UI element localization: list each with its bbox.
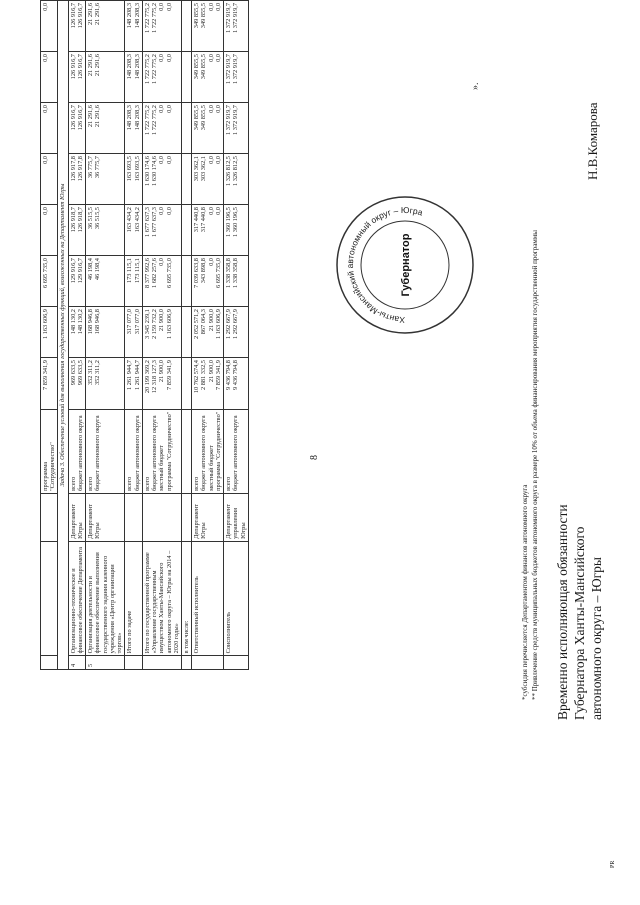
funding-source-cell [181, 409, 191, 493]
amount-cell [224, 154, 249, 205]
amount-value: 1 360 196,5 [225, 207, 233, 237]
table-row [68, 1, 85, 670]
amount-value: 0,0 [158, 54, 166, 62]
amount-value: 8 377 992,6 [143, 258, 151, 288]
table-row [192, 1, 224, 670]
amount-value: 129 916,7 [69, 258, 77, 284]
amount-value: 0,0 [165, 105, 173, 113]
amount-value: 36 515,5 [94, 207, 102, 230]
amount-cell [142, 205, 181, 256]
amount-cell [68, 52, 85, 103]
amount-cell [181, 1, 191, 52]
funding-source-cell [224, 409, 249, 493]
amount-value: 7 859 341,9 [214, 360, 222, 390]
amount-value: 1 163 606,9 [165, 309, 173, 339]
amount-value: 148 208,3 [133, 3, 141, 29]
amount-cell [142, 256, 181, 307]
table-row [125, 1, 142, 670]
amount-cell [41, 307, 58, 358]
amount-value: 1 677 637,3 [143, 207, 151, 237]
amount-value: 349 855,5 [193, 105, 201, 131]
amount-value: 173 115,1 [133, 258, 141, 284]
amount-value: 163 434,2 [133, 207, 141, 233]
amount-value: 126 916,7 [76, 105, 84, 131]
amount-value: 7 859 341,9 [42, 360, 49, 390]
amount-cell [86, 307, 125, 358]
amount-cell [192, 307, 224, 358]
amount-value: 1 163 606,9 [214, 309, 222, 339]
amount-value: 0,0 [42, 54, 49, 62]
amount-value: 1 292 667,9 [232, 309, 240, 339]
amount-value: 163 434,2 [126, 207, 134, 233]
amount-value: 969 633,5 [76, 360, 84, 386]
table-row [41, 1, 58, 670]
row-number-cell [192, 656, 224, 670]
amount-value: 0,0 [42, 105, 49, 113]
amount-value: 1 372 919,7 [232, 3, 240, 33]
amount-value: 3 345 239,1 [143, 309, 151, 339]
table-row [86, 1, 125, 670]
amount-cell [224, 256, 249, 307]
amount-value: 6 695 735,0 [42, 258, 49, 288]
amount-cell [224, 307, 249, 358]
amount-value: 317 440,8 [200, 207, 208, 233]
funding-source-line: местный бюджет [158, 445, 166, 491]
amount-cell [86, 256, 125, 307]
amount-value: 126 917,8 [69, 156, 77, 182]
amount-value: 1 372 919,7 [232, 105, 240, 135]
funding-source-cell [68, 409, 85, 493]
amount-value: 0,0 [165, 207, 173, 215]
amount-cell [125, 103, 142, 154]
table-row [224, 1, 249, 670]
amount-value: 1 326 812,5 [232, 156, 240, 186]
amount-value: 0,0 [42, 156, 49, 164]
funding-source-line: всего [126, 476, 134, 491]
amount-cell [181, 256, 191, 307]
amount-value: 9 436 794,8 [225, 360, 233, 390]
funding-source-line: бюджет автономного округа [200, 415, 208, 491]
executor-cell: Департамент Югры [68, 493, 85, 541]
amount-cell [192, 205, 224, 256]
amount-value: 21 291,6 [94, 105, 102, 128]
amount-cell [86, 1, 125, 52]
amount-cell [68, 154, 85, 205]
signatory-title-line-1: Временно исполняющая обязанности [555, 504, 570, 720]
amount-cell [41, 205, 58, 256]
funding-source-line: бюджет автономного округа [232, 415, 240, 491]
amount-cell [224, 358, 249, 410]
official-seal [330, 190, 480, 340]
amount-value: 1 292 667,9 [225, 309, 233, 339]
amount-value: 1 372 919,7 [225, 54, 233, 84]
amount-value: 10 762 574,4 [193, 360, 201, 394]
amount-cell [224, 52, 249, 103]
measure-name-cell: Итого по задаче [125, 541, 142, 655]
amount-value: 129 916,7 [76, 258, 84, 284]
amount-value: 0,0 [165, 54, 173, 62]
amount-cell [142, 1, 181, 52]
amount-value: 0,0 [158, 105, 166, 113]
amount-value: 1 326 812,5 [225, 156, 233, 186]
amount-cell [86, 154, 125, 205]
amount-value: 0,0 [214, 156, 222, 164]
funding-source-cell [125, 409, 142, 493]
amount-value: 148 208,3 [126, 54, 134, 80]
measure-name-cell: Организационно-техническое и финансовое обеспечение Департамента [68, 541, 85, 655]
footnotes [520, 230, 540, 700]
amount-value: 7 039 633,8 [193, 258, 201, 288]
amount-value: 148 130,2 [69, 309, 77, 335]
amount-cell [125, 256, 142, 307]
amount-value: 7 859 341,9 [165, 360, 173, 390]
amount-cell [86, 205, 125, 256]
amount-value: 1 722 775,2 [151, 3, 159, 33]
amount-cell [224, 1, 249, 52]
amount-cell [68, 1, 85, 52]
footnote-2: ** Привлечение средств муниципальных бюджетов автономного округа в размере 10% от объема финансирования мероприятия государственной программы [531, 230, 540, 700]
funding-source-line: бюджет автономного округа [94, 415, 102, 491]
table-row [181, 1, 191, 670]
amount-value: 317 440,8 [193, 207, 201, 233]
executor-cell: Департамент управления Югры [224, 493, 249, 541]
amount-cell [192, 103, 224, 154]
amount-value: 21 291,6 [94, 3, 102, 26]
amount-value: 1 261 944,7 [133, 360, 141, 390]
funding-source-line: бюджет автономного округа [133, 415, 141, 491]
amount-cell [68, 103, 85, 154]
amount-value: 163 693,5 [133, 156, 141, 182]
amount-value: 0,0 [207, 105, 215, 113]
amount-value: 0,0 [214, 105, 222, 113]
task-header-cell: Задача 3. Обеспечение условий для выполнения государственных функций, возложенных на Департамент Югры [58, 1, 68, 670]
amount-value: 349 855,5 [193, 3, 201, 29]
amount-value: 148 208,3 [126, 3, 134, 29]
amount-value: 21 900,0 [207, 360, 215, 383]
measure-name-cell: Ответственный исполнитель [192, 541, 224, 655]
amount-cell [142, 103, 181, 154]
amount-value: 1 722 775,2 [143, 3, 151, 33]
amount-cell [181, 52, 191, 103]
funding-source-line: бюджет автономного округа [151, 415, 159, 491]
amount-value: 1 630 174,6 [143, 156, 151, 186]
signatory-title-line-3: автономного округа – Югры [588, 557, 604, 720]
amount-value: 0,0 [158, 156, 166, 164]
funding-source-cell [41, 409, 58, 493]
amount-value: 0,0 [214, 3, 222, 11]
amount-cell [192, 1, 224, 52]
executor-cell: Департамент Югры [192, 493, 224, 541]
signatory-title [555, 504, 606, 720]
amount-value: 349 855,5 [200, 105, 208, 131]
amount-value: 2 052 571,2 [193, 309, 201, 339]
amount-value: 0,0 [158, 3, 166, 11]
row-number-cell [142, 656, 181, 670]
amount-value: 2 881 332,5 [200, 360, 208, 390]
amount-value: 0,0 [158, 258, 166, 266]
amount-value: 867 064,3 [200, 309, 208, 335]
amount-value: 12 318 127,3 [151, 360, 159, 394]
amount-value: 0,0 [207, 54, 215, 62]
amount-cell [181, 103, 191, 154]
amount-value: 6 695 735,0 [214, 258, 222, 288]
amount-value: 21 900,0 [158, 360, 166, 383]
funding-source-line: программа [42, 461, 49, 491]
amount-value: 349 855,5 [200, 54, 208, 80]
amount-cell [125, 1, 142, 52]
table-row [142, 1, 181, 670]
amount-value: 2 159 732,2 [151, 309, 159, 339]
row-number-cell [125, 656, 142, 670]
footnote-1: *субсидия перечисляется Департаментом финансов автономного округа [521, 484, 529, 700]
amount-cell [41, 358, 58, 410]
amount-value: 148 208,3 [133, 54, 141, 80]
amount-value: 46 198,4 [94, 258, 102, 281]
amount-value: 0,0 [207, 156, 215, 164]
amount-cell [142, 52, 181, 103]
amount-value: 1 163 606,9 [42, 309, 49, 339]
amount-value: 349 855,5 [200, 3, 208, 29]
amount-value: 168 946,8 [87, 309, 95, 335]
table-row [58, 1, 68, 670]
amount-value: 148 208,3 [126, 105, 134, 131]
row-number-cell: 4 [68, 656, 85, 670]
measure-name-cell [41, 541, 58, 655]
amount-cell [181, 154, 191, 205]
amount-value: 0,0 [207, 258, 215, 266]
amount-cell [68, 256, 85, 307]
row-number-cell [41, 656, 58, 670]
amount-value: 343 898,8 [200, 258, 208, 284]
signatory-title-line-2: Губернатора Ханты-Мансийского [571, 526, 587, 720]
amount-value: 126 917,8 [76, 156, 84, 182]
amount-value: 9 436 794,8 [232, 360, 240, 390]
amount-value: 21 900,0 [158, 309, 166, 332]
amount-value: 163 693,5 [126, 156, 134, 182]
measure-name-cell: в том числе: [181, 541, 191, 655]
measure-name-cell: Организация деятельности и финансовое обеспечение выполнения государственного задания казенного учреждения «Центр организации торгов» [86, 541, 125, 655]
closing-mark: ». [470, 82, 481, 90]
amount-value: 1 360 196,5 [232, 207, 240, 237]
amount-value: 1 338 358,8 [232, 258, 240, 288]
amount-cell [181, 358, 191, 410]
amount-value: 0,0 [207, 207, 215, 215]
amount-value: 46 198,4 [87, 258, 95, 281]
amount-value: 1 722 775,2 [151, 105, 159, 135]
funding-source-line: всего [87, 476, 95, 491]
amount-value: 352 311,2 [87, 360, 95, 386]
amount-value: 317 077,0 [126, 309, 134, 335]
amount-value: 126 916,7 [69, 54, 77, 80]
funding-source-line: "Сотрудничество" [49, 442, 57, 491]
amount-value: 303 362,1 [193, 156, 201, 182]
funding-source-line: программа "Сотрудничество" [214, 411, 222, 491]
amount-value: 1 630 174,6 [151, 156, 159, 186]
amount-cell [86, 103, 125, 154]
amount-value: 0,0 [214, 207, 222, 215]
amount-value: 21 291,6 [87, 54, 95, 77]
amount-value: 0,0 [158, 207, 166, 215]
amount-cell [68, 307, 85, 358]
amount-value: 126 916,7 [69, 3, 77, 29]
measure-name-cell: Итого по государственной программе «Управление государственным имуществом Ханты-Мансийского автономного округа – Югры на 2014 – 2020 годы» [142, 541, 181, 655]
amount-cell [41, 103, 58, 154]
funding-source-cell [192, 409, 224, 493]
amount-cell [125, 307, 142, 358]
amount-cell [125, 52, 142, 103]
amount-value: 1 722 775,2 [143, 105, 151, 135]
amount-cell [192, 256, 224, 307]
page-number: 8 [309, 455, 320, 460]
amount-cell [41, 52, 58, 103]
amount-value: 20 199 369,2 [143, 360, 151, 394]
seal-ring-text: Ханты-Мансийский автономный округ – Югра [344, 204, 424, 326]
amount-value: 969 633,5 [69, 360, 77, 386]
amount-value: 126 916,7 [69, 105, 77, 131]
funding-source-line: всего [69, 476, 77, 491]
amount-cell [181, 307, 191, 358]
funding-source-line: программа "Сотрудничество" [165, 411, 173, 491]
amount-value: 1 677 637,3 [151, 207, 159, 237]
funding-source-line: бюджет автономного округа [76, 415, 84, 491]
amount-value: 21 900,0 [207, 309, 215, 332]
funding-source-cell [86, 409, 125, 493]
amount-value: 6 695 735,0 [165, 258, 173, 288]
amount-value: 126 916,7 [76, 3, 84, 29]
amount-value: 36 775,7 [94, 156, 102, 179]
financing-table [40, 0, 249, 670]
amount-value: 0,0 [165, 3, 173, 11]
executor-cell [142, 493, 181, 541]
amount-value: 1 338 358,8 [225, 258, 233, 288]
amount-value: 21 291,6 [94, 54, 102, 77]
amount-value: 126 918,7 [76, 207, 84, 233]
amount-cell [192, 154, 224, 205]
amount-value: 0,0 [165, 156, 173, 164]
amount-value: 21 291,6 [87, 105, 95, 128]
amount-value: 352 311,2 [94, 360, 102, 386]
amount-value: 1 682 257,6 [151, 258, 159, 288]
amount-value: 36 775,7 [87, 156, 95, 179]
row-number-cell [181, 656, 191, 670]
amount-cell [86, 52, 125, 103]
amount-cell [142, 154, 181, 205]
seal-center-text: Губернатор [400, 233, 412, 297]
amount-cell [68, 205, 85, 256]
amount-value: 173 115,1 [126, 258, 134, 284]
amount-cell [41, 1, 58, 52]
amount-value: 21 291,6 [87, 3, 95, 26]
amount-cell [142, 307, 181, 358]
measure-name-cell: Соисполнитель [224, 541, 249, 655]
executor-cell [181, 493, 191, 541]
amount-value: 0,0 [207, 3, 215, 11]
amount-cell [125, 358, 142, 410]
amount-value: 0,0 [214, 54, 222, 62]
amount-cell [192, 358, 224, 410]
amount-value: 168 946,8 [94, 309, 102, 335]
amount-cell [224, 103, 249, 154]
executor-cell [125, 493, 142, 541]
row-number-cell [224, 656, 249, 670]
amount-value: 1 372 919,7 [232, 54, 240, 84]
amount-value: 148 208,3 [133, 105, 141, 131]
funding-source-line: всего [225, 476, 233, 491]
row-number-cell: 5 [86, 656, 125, 670]
funding-source-line: всего [193, 476, 201, 491]
executor-cell: Департамент Югры [86, 493, 125, 541]
amount-value: 1 261 944,7 [126, 360, 134, 390]
amount-value: 317 077,0 [133, 309, 141, 335]
amount-value: 0,0 [42, 3, 49, 11]
amount-value: 1 372 919,7 [225, 105, 233, 135]
amount-cell [224, 205, 249, 256]
amount-cell [41, 256, 58, 307]
amount-value: 1 372 919,7 [225, 3, 233, 33]
corner-mark: PR [610, 860, 616, 868]
amount-value: 349 855,5 [193, 54, 201, 80]
amount-value: 126 916,7 [76, 54, 84, 80]
amount-cell [86, 358, 125, 410]
amount-value: 36 515,5 [87, 207, 95, 230]
amount-value: 1 722 775,2 [151, 54, 159, 84]
amount-cell [125, 205, 142, 256]
amount-cell [142, 358, 181, 410]
amount-value: 0,0 [42, 207, 49, 215]
executor-cell [41, 493, 58, 541]
amount-value: 126 918,7 [69, 207, 77, 233]
amount-value: 148 130,2 [76, 309, 84, 335]
amount-value: 1 722 775,2 [143, 54, 151, 84]
amount-cell [192, 52, 224, 103]
signatory-name: Н.В.Комарова [585, 102, 600, 180]
amount-value: 303 362,1 [200, 156, 208, 182]
funding-source-line: местный бюджет [207, 445, 215, 491]
funding-source-cell [142, 409, 181, 493]
funding-source-line: всего [143, 476, 151, 491]
amount-cell [181, 205, 191, 256]
amount-cell [41, 154, 58, 205]
amount-cell [68, 358, 85, 410]
amount-cell [125, 154, 142, 205]
